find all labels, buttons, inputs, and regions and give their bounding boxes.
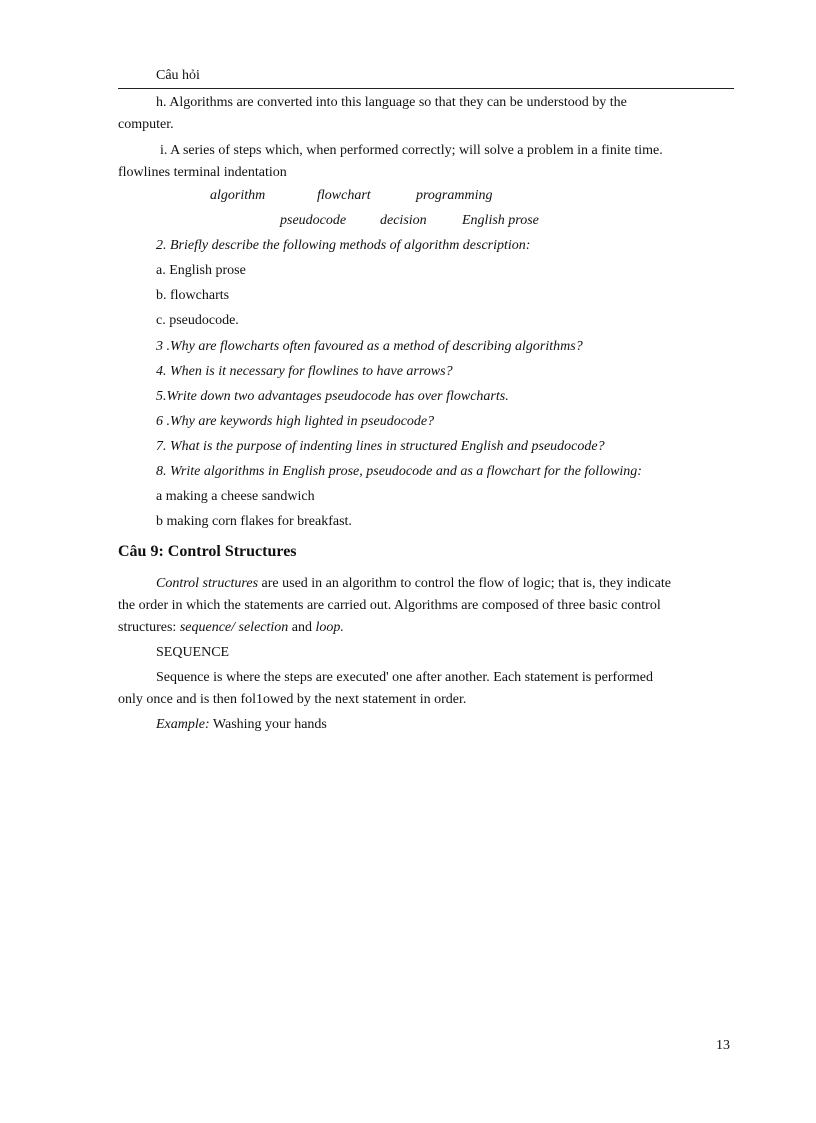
example-line: Example: Washing your hands — [156, 717, 327, 732]
question-7: 7. What is the purpose of indenting lines in structured English and pseudocode? — [156, 439, 605, 454]
question-5: 5.Write down two advantages pseudocode has over flowcharts. — [156, 389, 509, 404]
word-option: flowchart — [317, 188, 371, 203]
page-number: 13 — [716, 1038, 730, 1053]
sequence-paragraph: Sequence is where the steps are executed' one after another. Each statement is performed only once and is then fol1owed by the next statement in order. — [118, 670, 653, 707]
page-header — [118, 68, 734, 89]
question-6: 6 .Why are keywords high lighted in pseudocode? — [156, 414, 435, 429]
item-h: h. Algorithms are converted into this language so that they can be understood by the computer. — [118, 95, 627, 132]
question-4: 4. When is it necessary for flowlines to have arrows? — [156, 364, 453, 379]
item-i: i. A series of steps which, when performed correctly; will solve a problem in a finite time. flowlines terminal indentation — [118, 143, 663, 180]
word-option: decision — [380, 213, 427, 228]
option-a: a. English prose — [156, 263, 246, 278]
question-8-item-a: a making a cheese sandwich — [156, 489, 315, 504]
word-option: pseudocode — [280, 213, 347, 228]
option-c: c. pseudocode. — [156, 313, 239, 328]
section-heading: Câu 9: Control Structures — [118, 543, 297, 560]
question-8-item-b: b making corn flakes for breakfast. — [156, 514, 352, 529]
word-option: algorithm — [210, 188, 266, 203]
sequence-label: SEQUENCE — [156, 645, 230, 660]
control-structures-paragraph: Control structures are used in an algorithm to control the flow of logic; that is, they indicate the order in which the statements are carried out. Algorithms are composed of three basic control structures: sequence/ selection and loop. — [118, 576, 671, 635]
word-option: programming — [416, 188, 493, 203]
question-3: 3 .Why are flowcharts often favoured as a method of describing algorithms? — [156, 339, 583, 354]
question-8: 8. Write algorithms in English prose, pseudocode and as a flowchart for the following: — [156, 464, 642, 479]
header-title: Câu hỏi — [156, 68, 200, 83]
question-2: 2. Briefly describe the following methods of algorithm description: — [156, 238, 531, 253]
word-option: English prose — [462, 213, 539, 228]
option-b: b. flowcharts — [156, 288, 230, 303]
